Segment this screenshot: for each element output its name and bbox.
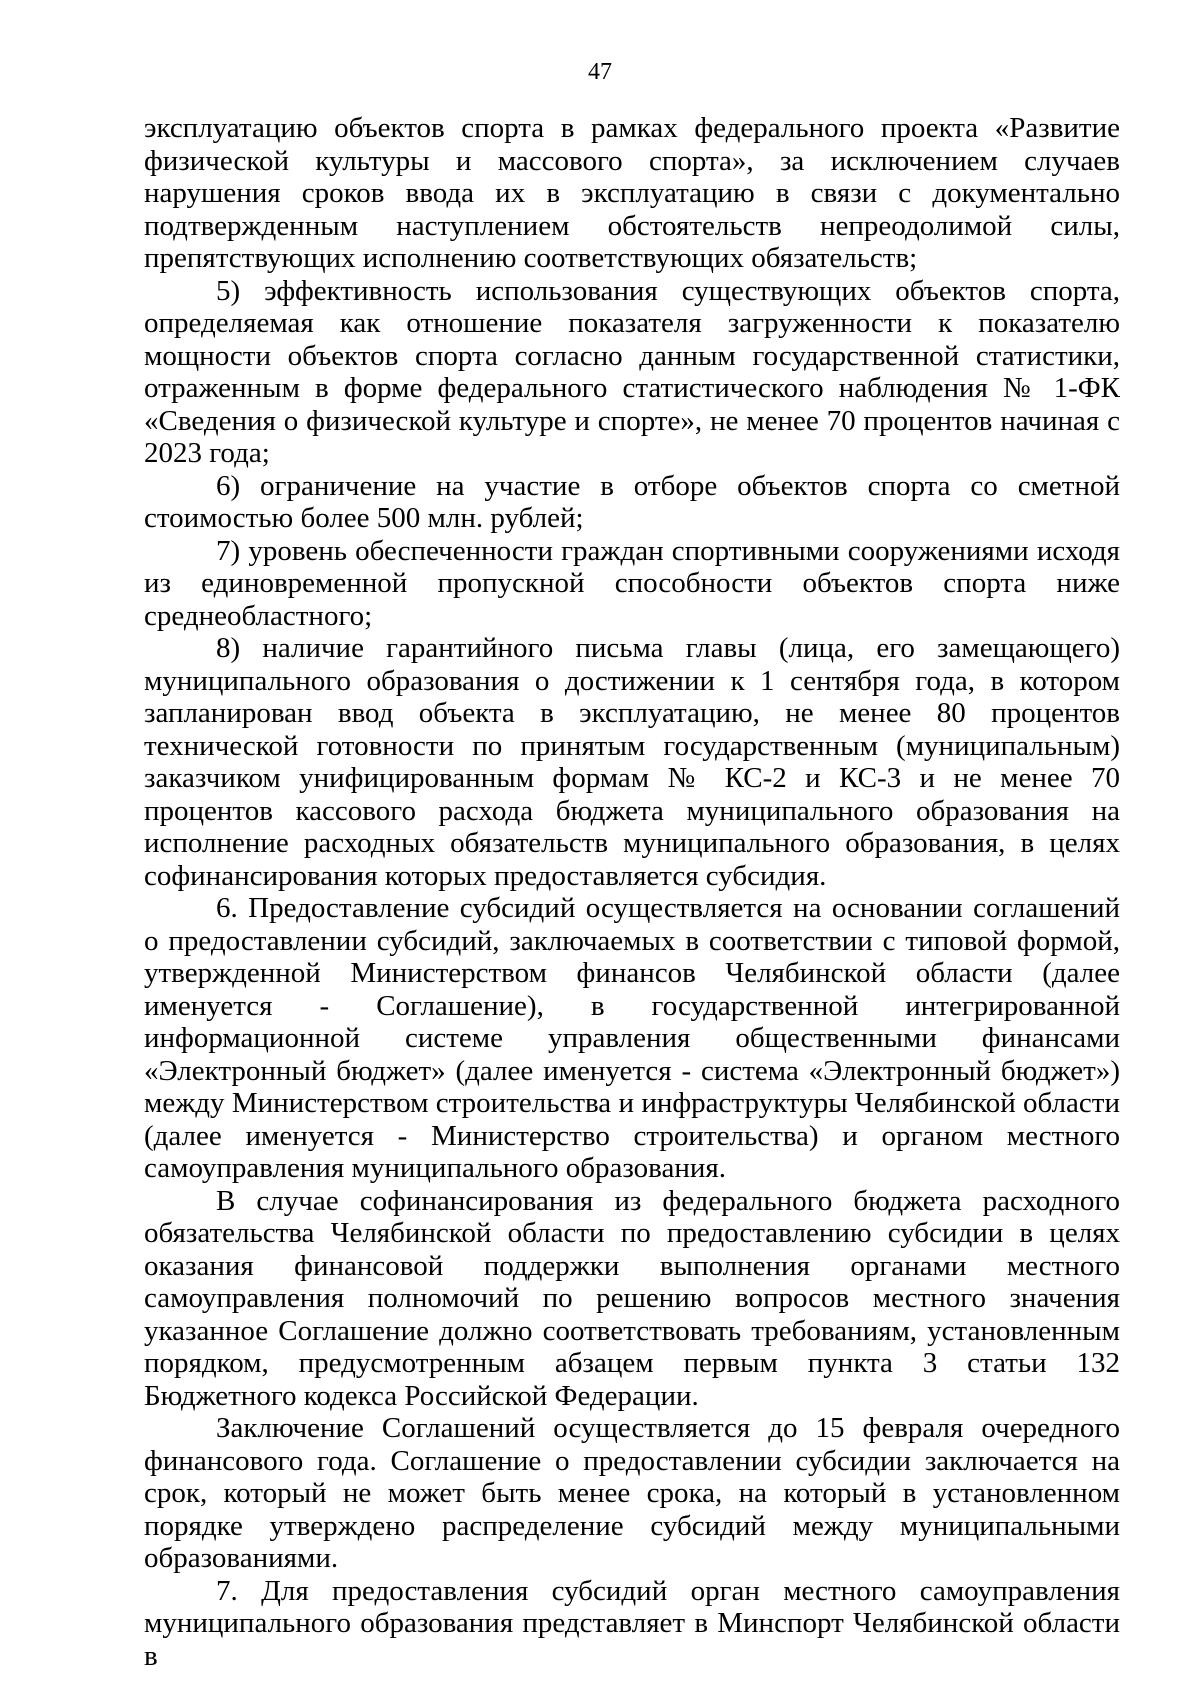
- paragraph-continuation: эксплуатацию объектов спорта в рамках федерального проекта «Развитие физической культуры и массового спорта», за исключением случаев нарушения сроков ввода их в эксплуатацию в связи с документально подтвержденным наступлением обстоятельств непреодолимой силы, препятствующих исполнению соответствующих обязательств;: [144, 112, 1120, 274]
- paragraph-clause-7: 7. Для предоставления субсидий орган местного самоуправления муниципального образования представляет в Минспорт Челябинской области в: [144, 1574, 1120, 1672]
- paragraph-agreement-deadline: Заключение Соглашений осуществляется до 15 февраля очередного финансового года. Соглашение о предоставлении субсидии заключается на срок, который не может быть менее срока, на который в установленном порядке утверждено распределение субсидий между муниципальными образованиями.: [144, 1412, 1120, 1574]
- paragraph-item-6: 6) ограничение на участие в отборе объектов спорта со сметной стоимостью более 500 млн. рублей;: [144, 469, 1120, 534]
- paragraph-item-8: 8) наличие гарантийного письма главы (лица, его замещающего) муниципального образования о достижении к 1 сентября года, в котором запланирован ввод объекта в эксплуатацию, не менее 80 процентов технической готовности по принятым государственным (муниципальным) заказчиком унифицированным формам № КС-2 и КС-3 и не менее 70 процентов кассового расхода бюджета муниципального образования на исполнение расходных обязательств муниципального образования, в целях софинансирования которых предоставляется субсидия.: [144, 632, 1120, 892]
- page-number: 47: [588, 59, 612, 85]
- paragraph-item-7: 7) уровень обеспеченности граждан спортивными сооружениями исходя из единовременной пропускной способности объектов спорта ниже среднеобластного;: [144, 534, 1120, 632]
- paragraph-item-5: 5) эффективность использования существующих объектов спорта, определяемая как отношение показателя загруженности к показателю мощности объектов спорта согласно данным государственной статистики, отраженным в форме федерального статистического наблюдения № 1-ФК «Сведения о физической культуре и спорте», не менее 70 процентов начиная с 2023 года;: [144, 274, 1120, 469]
- paragraph-clause-6: 6. Предоставление субсидий осуществляется на основании соглашений о предоставлении субсидий, заключаемых в соответствии с типовой формой, утвержденной Министерством финансов Челябинской области (далее именуется - Соглашение), в государственной интегрированной информационной системе управления общественными финансами «Электронный бюджет» (далее именуется - система «Электронный бюджет») между Министерством строительства и инфраструктуры Челябинской области (далее именуется - Министерство строительства) и органом местного самоуправления муниципального образования.: [144, 892, 1120, 1184]
- document-body: [144, 112, 1120, 1672]
- paragraph-federal-cofinancing: В случае софинансирования из федерального бюджета расходного обязательства Челябинской области по предоставлению субсидии в целях оказания финансовой поддержки выполнения органами местного самоуправления полномочий по решению вопросов местного значения указанное Соглашение должно соответствовать требованиям, установленным порядком, предусмотренным абзацем первым пункта 3 статьи 132 Бюджетного кодекса Российской Федерации.: [144, 1184, 1120, 1412]
